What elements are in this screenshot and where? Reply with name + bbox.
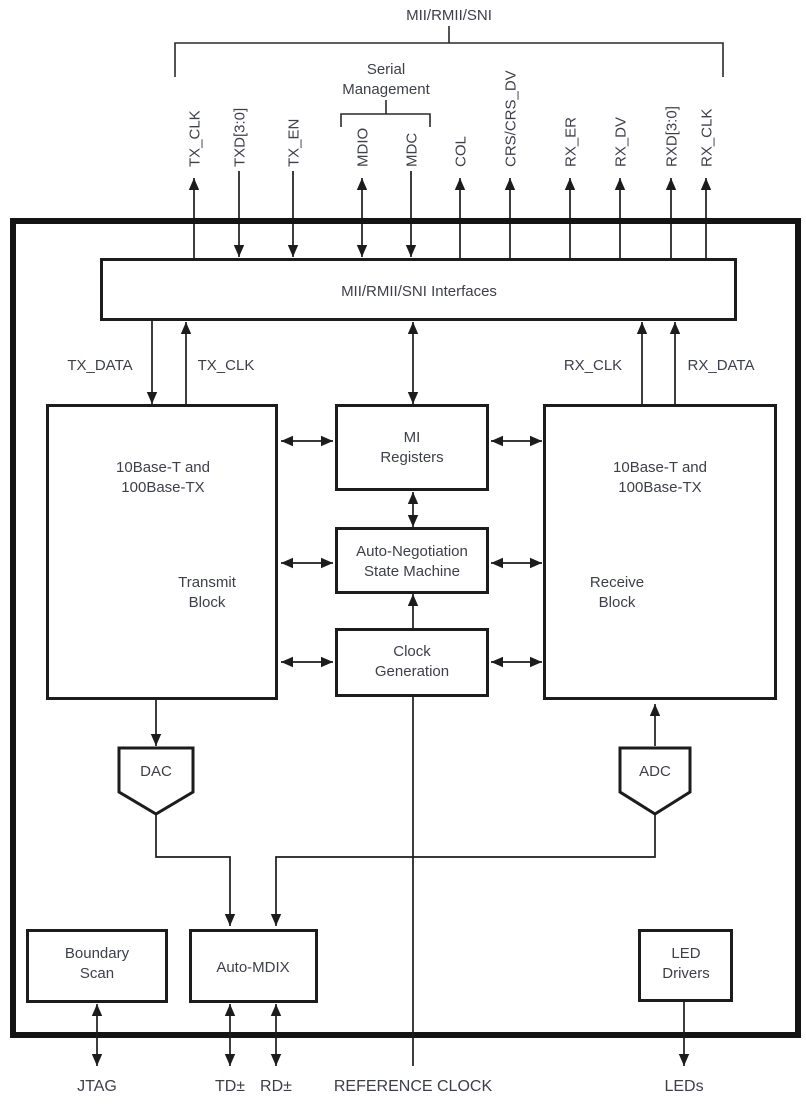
serial-management-label-line2: Management — [342, 81, 430, 98]
receive-block-label-2: 100Base-TX — [618, 479, 702, 496]
receive-block-label-1: 10Base-T and — [613, 459, 707, 476]
mi-registers-block — [337, 406, 488, 490]
mi-registers-label-1: MI — [403, 429, 421, 446]
autoneg-label-2: State Machine — [364, 563, 460, 580]
transmit-block-label-4: Block — [188, 594, 226, 611]
receive-block-label-4: Block — [598, 594, 636, 611]
boundary-scan-label-1: Boundary — [64, 945, 130, 962]
transmit-block-label-3: Transmit — [178, 574, 236, 591]
pin-label-tx-en: TX_EN — [285, 118, 303, 167]
path-dac-automdix — [156, 815, 230, 926]
adc-block — [620, 748, 690, 814]
autoneg-label-1: Auto-Negotiation — [356, 543, 468, 560]
tx-data-label: TX_DATA — [67, 357, 133, 374]
pin-label-tx-clk: TX_CLK — [186, 110, 204, 167]
pin-label-mdc: MDC — [403, 132, 421, 167]
serial-management-bracket — [341, 100, 430, 127]
pin-label-col: COL — [452, 136, 470, 167]
leds-label: LEDs — [664, 1078, 704, 1095]
clockgen-label-2: Generation — [374, 663, 450, 680]
pin-label-rx-dv: RX_DV — [612, 116, 630, 167]
led-drivers-label-1: LED — [671, 945, 701, 962]
pin-label-rx-er: RX_ER — [562, 116, 580, 167]
pin-label-txd: TXD[3:0] — [231, 107, 249, 167]
path-adc-automdix — [276, 815, 655, 926]
receive-block — [545, 406, 776, 699]
auto-mdix-label: Auto-MDIX — [216, 959, 290, 976]
pin-label-mdio: MDIO — [354, 127, 372, 167]
transmit-block-label-1: 10Base-T and — [116, 459, 210, 476]
mi-registers-label-2: Registers — [380, 449, 444, 466]
autoneg-block — [337, 529, 488, 593]
rd-label: RD± — [260, 1078, 292, 1095]
pin-label-rxd: RXD[3:0] — [663, 106, 681, 167]
transmit-block-label-2: 100Base-TX — [121, 479, 205, 496]
serial-management-label-line1: Serial — [366, 61, 406, 78]
dac-label: DAC — [140, 763, 172, 780]
pin-label-rx-clk2: RX_CLK — [698, 108, 716, 167]
dac-block — [119, 748, 193, 814]
refclk-label: REFERENCE CLOCK — [333, 1078, 493, 1095]
tx-clk-label: TX_CLK — [197, 357, 255, 374]
led-drivers-label-2: Drivers — [662, 965, 710, 982]
jtag-label: JTAG — [77, 1078, 117, 1095]
td-label: TD± — [214, 1078, 246, 1095]
rx-clk-label: RX_CLK — [563, 357, 623, 374]
interfaces-block-label: MII/RMII/SNI Interfaces — [341, 283, 497, 300]
mii-signal-lines — [194, 171, 706, 258]
mii-signal-labels — [187, 70, 716, 167]
adc-label: ADC — [639, 763, 671, 780]
bus-bracket — [175, 26, 723, 77]
receive-block-label-3: Receive — [589, 574, 645, 591]
rx-data-label: RX_DATA — [687, 357, 755, 374]
bus-label: MII/RMII/SNI — [406, 7, 492, 24]
clockgen-label-1: Clock — [393, 643, 431, 660]
pin-label-crs: CRS/CRS_DV — [502, 70, 520, 167]
transmit-block — [48, 406, 277, 699]
boundary-scan-label-2: Scan — [79, 965, 115, 982]
